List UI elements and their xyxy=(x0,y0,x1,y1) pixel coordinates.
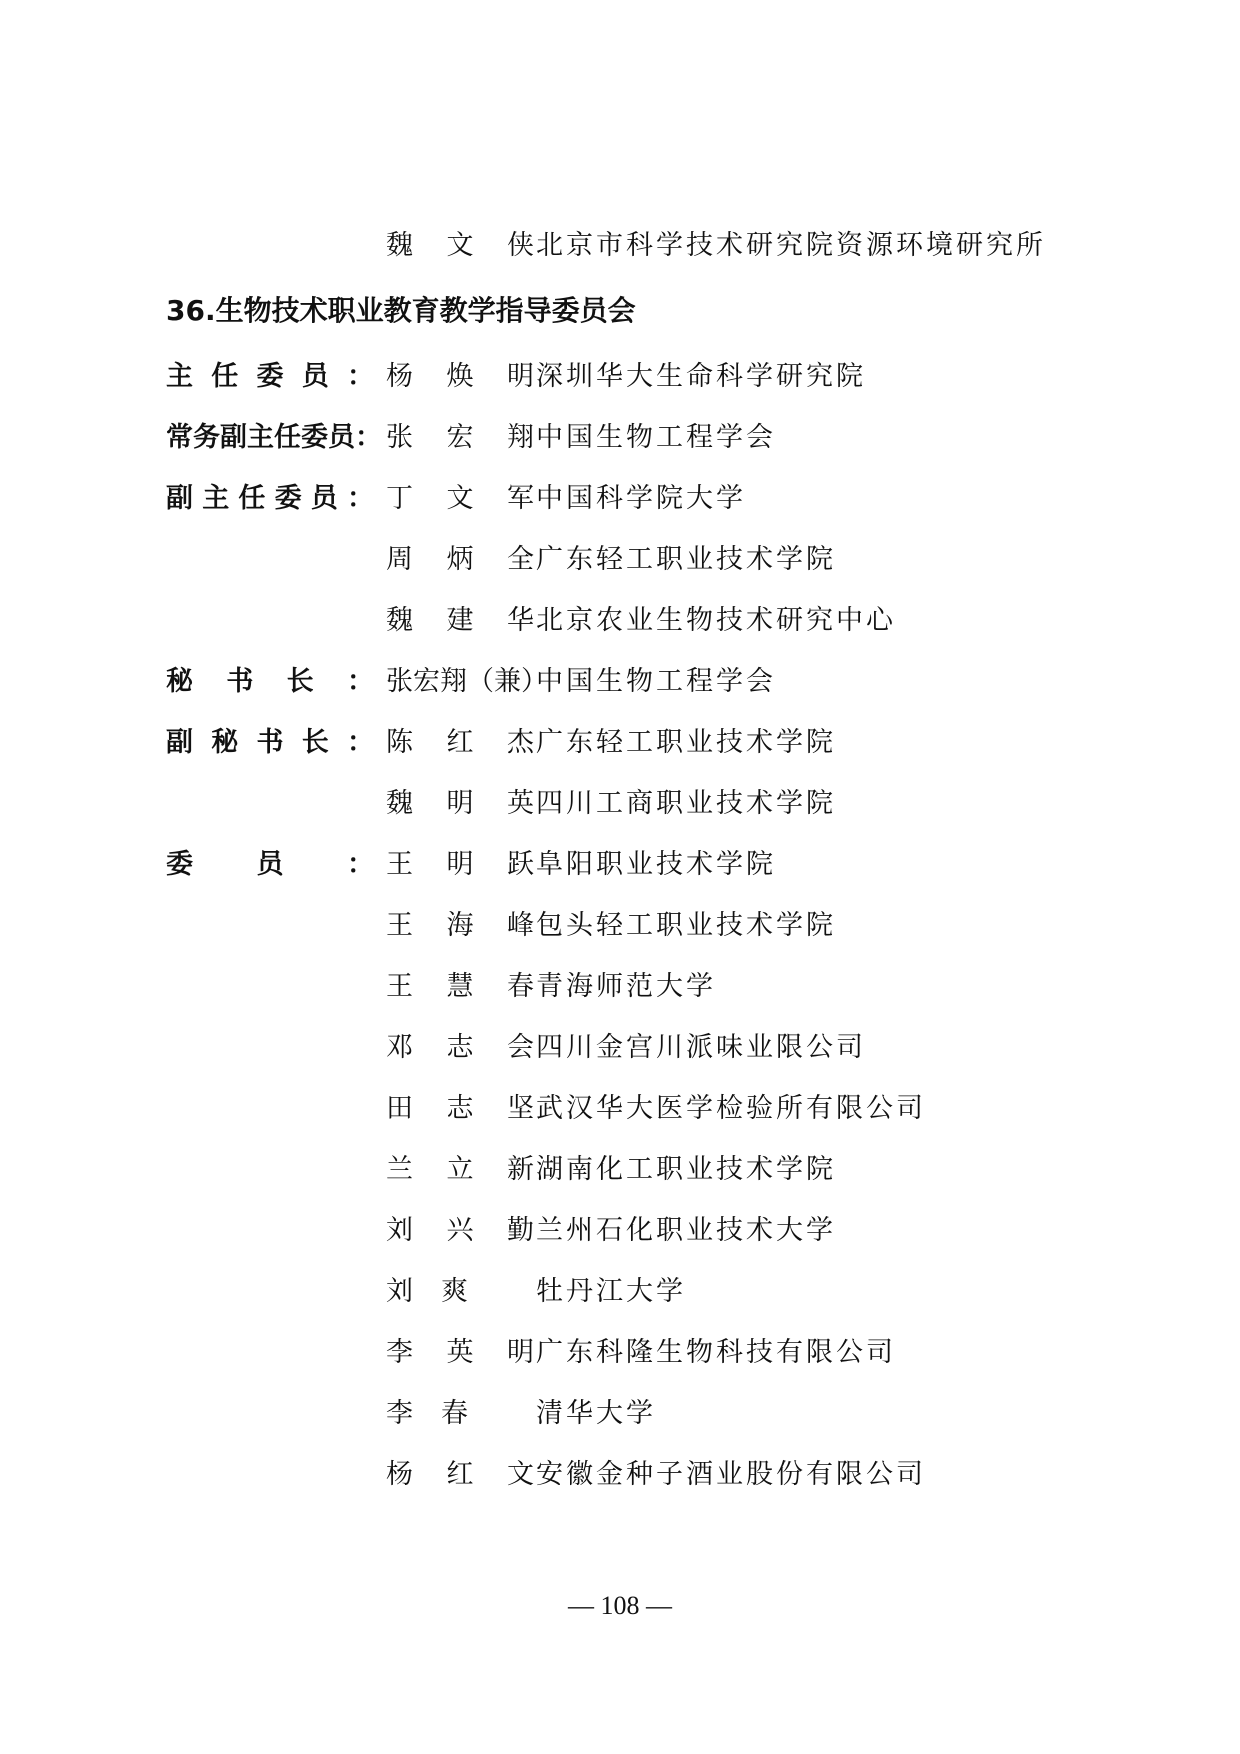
entry-row xyxy=(0,658,1240,706)
member-name: 周 炳 全 xyxy=(386,544,536,575)
member-organization: 武汉华大医学检验所有限公司 xyxy=(536,1093,926,1124)
member-organization: 包头轻工职业技术学院 xyxy=(536,910,836,941)
entry-row xyxy=(0,963,1240,1011)
entry-row xyxy=(0,414,1240,462)
role-label: 委 员 ： xyxy=(166,849,374,880)
member-organization: 清华大学 xyxy=(536,1398,656,1429)
entry-row xyxy=(0,1024,1240,1072)
member-name: 王 慧 春 xyxy=(386,971,536,1002)
role-label: 副 主 任 委 员 ： xyxy=(166,483,374,514)
role-label: 副 秘 书 长 ： xyxy=(166,727,374,758)
member-name: 魏 建 华 xyxy=(386,605,536,636)
entry-row xyxy=(0,1085,1240,1133)
entry-row xyxy=(0,1268,1240,1316)
member-organization: 深圳华大生命科学研究院 xyxy=(536,361,866,392)
member-organization: 北京农业生物技术研究中心 xyxy=(536,605,896,636)
member-name: 杨 红 文 xyxy=(386,1459,536,1490)
member-organization: 中国科学院大学 xyxy=(536,483,746,514)
member-organization: 广东科隆生物科技有限公司 xyxy=(536,1337,896,1368)
section-heading: 36.生物技术职业教育教学指导委员会 xyxy=(166,294,636,327)
member-name: 魏 文 侠 xyxy=(386,230,536,261)
role-label: 秘 书 长 ： xyxy=(166,666,374,697)
member-organization: 四川金宫川派味业限公司 xyxy=(536,1032,866,1063)
entry-row xyxy=(0,1390,1240,1438)
member-name: 兰 立 新 xyxy=(386,1154,536,1185)
member-organization: 青海师范大学 xyxy=(536,971,716,1002)
member-organization: 湖南化工职业技术学院 xyxy=(536,1154,836,1185)
member-organization: 兰州石化职业技术大学 xyxy=(536,1215,836,1246)
member-name: 杨 焕 明 xyxy=(386,361,536,392)
member-organization: 中国生物工程学会 xyxy=(536,666,776,697)
member-organization: 阜阳职业技术学院 xyxy=(536,849,776,880)
member-name: 刘 兴 勤 xyxy=(386,1215,536,1246)
member-name: 丁 文 军 xyxy=(386,483,536,514)
entry-row xyxy=(0,222,1240,270)
role-label: 常 务 副 主 任 委 员 ： xyxy=(166,422,382,453)
member-name: 张宏翔（兼） xyxy=(386,666,548,697)
member-organization: 安徽金种子酒业股份有限公司 xyxy=(536,1459,926,1490)
entry-row xyxy=(0,475,1240,523)
entry-row xyxy=(0,841,1240,889)
member-name: 刘 爽 xyxy=(386,1276,470,1307)
member-name: 王 海 峰 xyxy=(386,910,536,941)
member-organization: 中国生物工程学会 xyxy=(536,422,776,453)
member-name: 王 明 跃 xyxy=(386,849,536,880)
member-name: 李 英 明 xyxy=(386,1337,536,1368)
member-name: 魏 明 英 xyxy=(386,788,536,819)
entry-row xyxy=(0,719,1240,767)
member-organization: 牡丹江大学 xyxy=(536,1276,686,1307)
entry-row xyxy=(0,536,1240,584)
entry-row xyxy=(0,902,1240,950)
member-name: 张 宏 翔 xyxy=(386,422,536,453)
member-name: 陈 红 杰 xyxy=(386,727,536,758)
page-number: — 108 — xyxy=(568,1591,672,1620)
member-name: 李 春 xyxy=(386,1398,470,1429)
entry-row xyxy=(0,1207,1240,1255)
member-organization: 广东轻工职业技术学院 xyxy=(536,727,836,758)
role-label: 主 任 委 员 ： xyxy=(166,361,374,392)
entry-row xyxy=(0,780,1240,828)
entry-row xyxy=(0,1146,1240,1194)
member-name: 田 志 坚 xyxy=(386,1093,536,1124)
member-organization: 广东轻工职业技术学院 xyxy=(536,544,836,575)
entry-row xyxy=(0,353,1240,401)
member-organization: 四川工商职业技术学院 xyxy=(536,788,836,819)
member-organization: 北京市科学技术研究院资源环境研究所 xyxy=(536,230,1046,261)
entry-row xyxy=(0,1451,1240,1499)
member-name: 邓 志 会 xyxy=(386,1032,536,1063)
entry-row xyxy=(0,1329,1240,1377)
entry-row xyxy=(0,597,1240,645)
